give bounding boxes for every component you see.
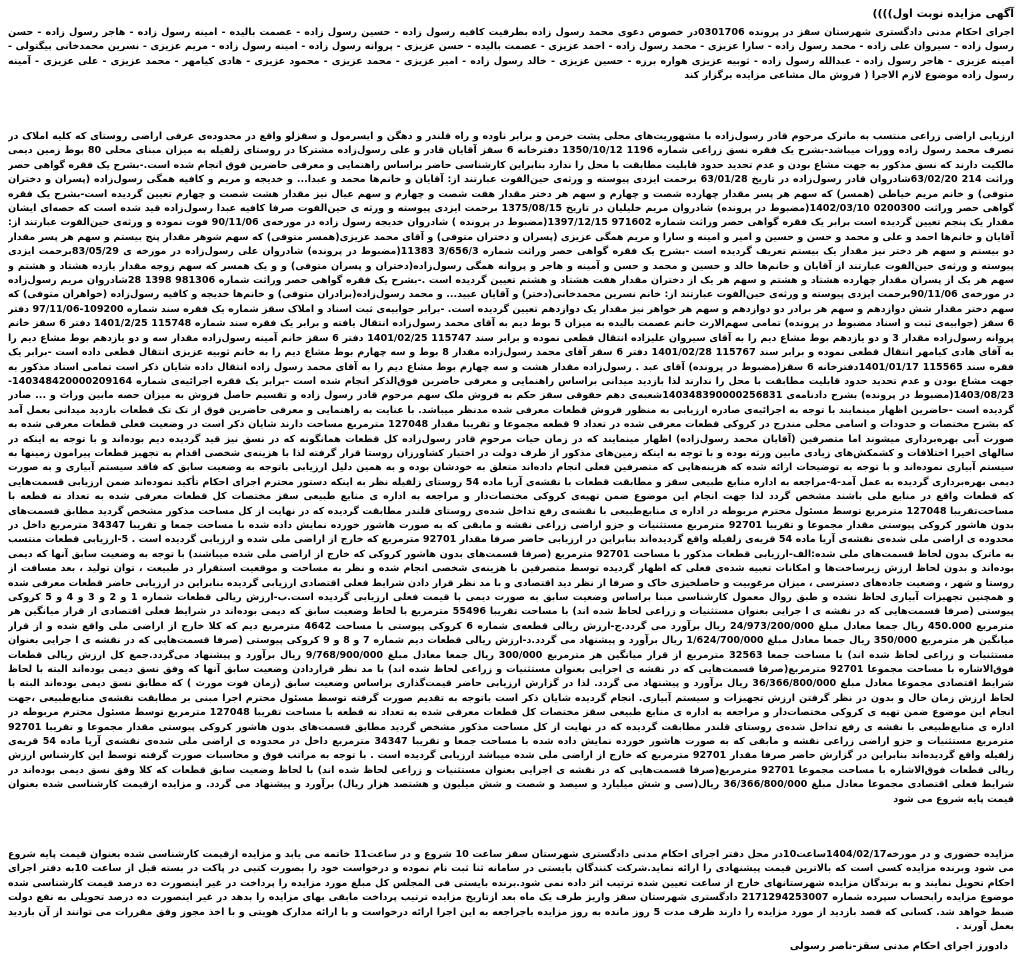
- notice-page: [8, 4, 1014, 960]
- notice-title: آگهی مزایده نوبت اول)))): [872, 7, 1014, 20]
- case-parties-paragraph: اجرای احکام مدنی دادگستری شهرستان سقز در پرونده 0301706در خصوص دعوی محمد رسول زاده بطرفیت کافیه رسول زاده - حسین رسول زاده - عصمت بالیده - امینه رسول زاده - هاجر رسول زاده - حسن رسول زاده - سیروان علی زاده - محمد رسول زاده - سارا عزیزی - محمد رسول زاده - احمد عزیزی - عصمت بالیده - حسن عزیزی - پروانه رسول زاده - امینه رسول زاده - مریم عزیزی - نسرین محمدخانی بیگتولی - امینه عزیزی - هاجر رسول زاده - عبدالله رسول زاده - ثوبیه عزیزی هواره برزه - حسین عزیزی - خالد رسول زاده - امیر عزیزی - محمد عزیزی - محمود عزیزی - هادی کیامهر - محمد عزیزی - علی عزیزی - آمینه رسول زاده موضوع لازم الاجرا ( فروش مال مشاعی مزایده برگزار کند: [8, 27, 1014, 82]
- appraisal-paragraph: ارزیابی اراضی زراعی منتسب به ماترک مرحوم قادر رسول‌زاده با مشهوریت‌های محلی پشت خرمن و برابر ناوده و راه قلندر و دهگن و ایسرمول و سقزلو واقع در محدوده‌ی عرفی اراضی روستای که کلیه املاک در تصرف محمد رسول زاده وورات میباشد-بشرح یک فقره نسق زراعی شماره 1196 1350/10/12 دفترخانه 6 سقز آقایان قادر و علی رسول‌زاده مشترکا در روستای زلفیله به میزان مبنای محلی 80 بوط زمین دیمی مالکیت دارند که نسق مذکور به جهت مشاع بودن و عدم تحدید حدود قابلیت مطابقت با محل را ندارد بنابراین کارشناسی حاضر براساس راهنمایی و معرفی حاضرین فوق انجام شده است.-بشرح یک فقره گواهی حصر وراثت 214 63/02/20شادروان قادر رسول‌زاده در تاریخ 63/01/28 برحمت ایزدی پیوسته و ورثه‌ی حین‌الفوت عبارتند از: آقایان و خانم‌ها محمد و عبدا... و خدیجه و مریم و کافیه همگی رسول‌زاده (پسران و دختران متوفی) و خانم مریم خیاطی (همسر) که سهم هر پسر مقدار چهارده شصت و چهارم و سهم هر دختر مقدار هفت شصت و چهارم و سهم عیال نیز مقدار هشت شصت و چهارم تعیین گردیده است-بشرح یک فقره گواهی حصر وراثت 0200300 1402/03/10(مضبوط در پرونده) شادروان مریم خلیلیان در تاریخ 1375/08/15 برحمت ایزدی پیوسته و ورثه ی حین‌الفوت صرفا کافیه عبدا رسول‌زاده قید شده است که حصه‌ای ایشان مقدار یک پنجم تعیین گردیده است برابر یک فقره گواهی حصر وراثت شماره 971602 1397/12/15(مضبوط در پرونده ) شادروان خدیجه رسول زاده در مورخه‌ی 90/11/06 فوت نموده و ورثه‌ی حین‌الفوت عبارتند از: آقایان و خانم‌ها احمد و علی و محمد و حسن و حسین و امیر و امینه و سارا و مریم همگی عزیزی (پسران و دختران متوفی) و آقای محمد عزیزی(همسر متوفی) که سهم شوهر مقدار پنج بیستم و سهم هر پسر مقدار دو بیستم و سهم هر دختر نیز مقدار یک بیستم تعریف گردیده است -بشرح یک فقره گواهی حصر وراثت شماره 3/656/3 11383(مضبوط در پرونده) شادروان علی رسول‌زاده در مورخه ی 83/05/29برحمت ایزدی پیوسته و ورثه‌ی حین‌الفوت عبارتند از آقایان و خانم‌ها خالد و حسین و محمد و حسن و آمینه و هاجر و پروانه همگی رسول‌زاده(دختران و پسران متوفی) و و یک همسر که سهم زوجه مقدار یازده هشتاد و هشتم و سهم هر یک از پسران مقدار چهارده هشتاد و هشتم و سهم هر یک از دختران مقدار هفت هشتاد و هشتم تعیین گردیده است .-بشرح یک فقره گواهی حصر وراثت شماره 981306 1398 28شادروان مریم رسول‌زاده در مورخه‌ی 90/11/06برحمت ایزدی پیوسته و ورثه‌ی حین‌الفوت عبارتند از: خانم نسرین محمدخانی(دختر) و آقایان عبید... و محمد رسول‌زاده(برادران متوفی) و خانم‌ها خدیجه و کافیه رسول‌زاده (خواهران متوفی) که سهم دختر مقدار شش دوازدهم و سهم هر برادر دو دوازدهم و سهم هر خواهر نیز مقدار یک دوازدهم تعیین گردیده است. -برابر جوابیه‌ی ثبت اسناد و املاک سقز شماره یک فقره سند شماره 109200-97/11/06 دفتر 6 سقز (جوابیه‌ی ثبت و اسناد مضبوط در پرونده) تمامی سهم‌الارث خانم عصمت بالیده به میزان 5 بوط دیم به آقای محمد رسول‌زاده انتقال یافته و برابر یک فقره سند شماره 115748 1401/2/25 دفتر 6 سقز خانم پروانه رسول‌زاده مقدار 3 و دو یازدهم بوط مشاع دیم را به آقای سیروان علیزاده انتقال قطعی نموده و برابر سند 115747 1401/02/25 دفتر 6 سقز خانم آمینه رسول‌زاده مقدار سه و دو یازدهم بوط مشاع دیم را به آقای هادی کیامهر انتقال قطعی نموده و برابر سند 115767 1401/02/28 دفتر 6 سقز آقای محمد رسول‌زاده مقدار 8 بوط و سه چهارم بوط مشاع دیم را به خانم ثوبیه عزیزی انتقال قطعی داده است -برابر یک فقره سند 115565 1401/01/17دفترخانه 6 سقز(مضبوط در پرونده) آقای عبد . رسول‌زاده مقدار هشت و سه چهارم بوط مشاع دیم را به آقای محمد رسول زاده انتقال داده شایان ذکر است تمامی اسناد مذکور به جهت مشاع بودن و عدم تحدید حدود قابلیت مطابقت با محل را ندارند لذا بازدید میدانی براساس راهنمایی و معرفی حاضرین فوق‌الذکر انجام شده است -برابر یک فقره اجرائیه‌ی شماره 140348420000209164-1403/08/23(مضبوط در پرونده) بشرح دادنامه‌ی 140348390000256831شعبه‌ی دهم حقوقی سقز حکم به فروش ملک سهم مرحوم قادر رسول زاده و تقسیم حاصل فروش به میزان حصه مابین وراث و ... صادر گردیده است -حاضرین اظهار مینمایند با توجه به اجرائیه‌ی صادره ارزیابی به منظور فروش قطعات معرفی شده مدنظر میباشد. با عنایت به راهنمایی و معرفی حاضرین فوق از تک تک قطعات بازدید میدانی بعمل آمد که بشرح مختصات و حدودات و اسامی محلی مندرج در کروکی قطعات معرفی شده در تعداد 9 قطعه مجموعا و تقریبا مقدار 127048 مترمربع مساحت دارند شایان ذکر است در وضعیت فعلی قطعات معرفی شده به صورت آبی بهره‌برداری میشوند اما متصرفین (آقایان محمد رسول‌زاده) اظهار مینمایند که در زمان حیات مرحوم قادر رسول‌زاده کل قطعات همانگونه که در نسق نیز قید گردیده دیم بوده‌اند و با توجه به اینکه در سالهای اخیرا اختلافات و کشمکش‌های زیادی مابین ورثه بوده و با توجه به اینکه زمین‌های مذکور از طرف دولت در اختیار کشاورزان روستا قرار گرفته لذا با هزینه‌ی شخصی اقدام به تجهیز قطعات پیرامون زمینها به سیستم آبیاری نموده‌اند و با توجه به توضیحات ارائه شده که هزینه‌هایی که متصرفین فعلی انجام داده‌اند متعلق به خودشان بوده و به همین دلیل ارزیابی باتوجه به وضعیت سابق که فاقد سیستم آبیاری و به صورت دیمی بهره‌برداری گردیده به عمل آمد-4-مراجعه به اداره منابع طبیعی سقز و مطابقت قطعات با نقشه‌ی آریا ماده 54 روستای زلفیله نظر به اینکه دستور محترم اجرای احکام تأکید نموده‌اند ضمن ارزیابی قسمت‌هایی که قطعات واقع در منابع ملی باشند مشخص گردد لذا جهت انجام این موضوع ضمن تهیه‌ی کروکی مختصات‌دار و مراجعه به اداره ی منابع طبیعی سقز مختصات کل قطعات معرفی شده به تعداد نه قطعه با مساحت‌تقریبا 127048 مترمربع توسط مسئول محترم مربوطه در اداره ی منابع‌طبیعی با نقشه‌ی رفع تداخل شده‌ی روستای قلندر مطابقت گردیده که در نهایت از کل مساحت مذکور مشخص گردید مطابق قسمت‌های بدون هاشور کروکی پیوستی مقدار مجموعا و تقریبا 92701 مترمربع مستثنیات و جزو اراضی زراعی نقشه و مابقی که به صورت هاشور خورده نمایش داده شده با مساحت جمعا و تقریبا 34347 مترمربع داخل در محدوده ی اراضی ملی شده‌ی نقشه‌ی آریا ماده 54 قریه‌ی زلفیله واقع گردیده‌اند بنابراین در ارزیابی حاضر صرفا مقدار 92701 مترمربع که خارج از اراضی ملی شده و ارزیابی گردیده است . 5-ارزیابی قطعات منتسب به ماترک بدون لحاظ قسمت‌های ملی شده:الف-ارزیابی قطعات مذکور با مساحت 92701 مترمربع (صرفا قسمت‌های بدون هاشور کروکی که خارج از اراضی ملی شده میباشند) با توجه به وضعیت سابق آنها که دیمی بوده‌اند و بدون لحاظ ارزش زیرساخت‌ها و امکانات تعبیه شده‌ی فعلی که اظهار گردیده توسط متصرفین با هزینه‌ی شخصی انجام شده و نظر به مساحت و موقعیت استقرار در طبیعت ، توان تولید ، بعد مسافت از روستا و شهر ، وضعیت جاده‌های دسترسی ، میزان مرغوبیت و حاصلخیزی خاک و صرفا از نظر دید اقتصادی و با مد نظر قرار دادن شرایط فعلی اقتصادی ارزیابی گردیده بنابراین در ارزیابی حاضر قطعات معرفی شده و همچنین تجهیزات آبیاری لحاظ نشده و طبق روال معمول کارشناسی مبنا براساس وضعیت سابق به صورت دیمی با قیمت فعلی ارزیابی گردیده است.ب-ارزش ریالی قطعات شماره 1 و 2 و 3 و 4 و 5 کروکی پیوستی (صرفا قسمت‌هایی که در نقشه ی ا جرایی بعنوان مستثنیات و زراعی لحاظ شده اند) با مساحت تقریبا 55496 مترمربع با لحاظ وضعیت سابق که دیمی بوده‌اند در شرایط فعلی اقتصادی از قرار میانگین هر مترمربع 450.000 ریال جمعا معادل مبلغ 24/973/200/000 ریال برآورد می گردد.ج-ارزش ریالی قطعه‌ی شماره 6 کروکی پیوستی با مساحت 4642 مترمربع دیم که کلا خارج از اراضی ملی واقع شده و از قرار میانگین هر مترمربع 350/000 ریال جمعا معادل مبلغ 1/624/700/000 ریال برآورد و پیشنهاد می گردد.د-ارزش ریالی قطعات دیم شماره 7 و 8 و 9 کروکی پیوستی (صرفا قسمت‌هایی که در نقشه ی ا جرایی بعنوان مستثنیات و زراعی لحاظ شده اند) با مساحت جمعا 32563 مترمربع از قرار میانگین هر مترمربع 300/000 ریال جمعا معادل مبلغ 9/768/900/000 ریال برآورد و پیشنهاد می‌گردد.جمع کل ارزش ریالی قطعات فوق‌الاشاره با مساحت مجموعا 92701 مترمربع(صرفا قسمت‌هایی که در نقشه ی اجرایی بعنوان مستثنیات و زراعی لحاظ شده اند) با مد نظر قراردادن وضعیت سابق آنها که وفق نسق دیمی بوده‌اند البته با لحاظ شرایط اقتصادی مجموعا معادل مبلغ 36/366/800/000 ریال برآورد و پیشنهاد می گردد. لذا در گزارش ارزیابی حاضر قیمت‌گذاری براساس وضعیت سابق (زمان فوت مورث ) که مطابق نسق دیمی بوده‌اند البته با لحاظ ارزش زمان حال و بدون در نظر گرفتن ارزش تجهیزات و سیستم آبیاری. انجام گردیده شایان ذکر است باتوجه به تقدیم صورت گرفته توسط مسئول محترم اجرا مبنی بر مطابقت نقشه‌ی منابع‌طبیعی ،جهت انجام این موضوع ضمن تهیه ی کروکی مختصات‌دار و مراجعه به اداره ی منابع طبیعی سقز مختصات کل قطعات معرفی شده به تعداد نه قطعه با مساحت تقریبا 127048 مترمربع توسط مسئول محترم مربوطه در اداره ی منابع‌طبیعی با نقشه ی رفع تداخل شده‌ی روستای قلندر مطابقت گردیده که در نهایت از کل مساحت مذکور مشخص گردید مطابق قسمت‌های بدون هاشور کروکی پیوستی مقدار مجموعا و تقریبا 92701 مترمربع مستثنیات و جزو اراضی زراعی نقشه و مابقی که به صورت هاشور خورده نمایش داده شده با مساحت جمعا و تقریبا 34347 مترمربع داخل در محدوده ی اراضی ملی شده‌ی نقشه‌ی آریا ماده 54 قریه‌ی زلفیله واقع گردیده‌اند بنابراین در گزارش حاضر صرفا مقدار 92701 مترمربع که خارج از اراضی ملی شده میباشد ارزیابی گردیده است . با توجه به مراتب فوق و محاسبات صورت گرفته توسط این کارشناس ارزش ریالی قطعات فوق‌الاشاره با مساحت مجموعا 92701 مترمربع(صرفا قسمت‌هایی که در نقشه ی اجرایی بعنوان مستثنیات و زراعی لحاظ شده اند) با لحاظ وضعیت سابق قطعات که کلا وفق نسق دیمی بوده‌اند در شرایط فعلی اقتصادی مجموعا معادل مبلغ 36/366/800/000 ریال(سی و شش میلیارد و سیصد و شصت و شش میلیون و هشتصد هزار ریال) برآورد و پیشنهاد می گردد. و مزایده ازقیمت کارشناسی شده بعنوان قیمت پایه شروع می شود: [8, 131, 1014, 805]
- signature-line: دادورز اجرای احکام مدنی سقز-ناصر رسولی: [789, 941, 1008, 952]
- auction-terms-paragraph: مزایده حضوری و در مورخه1404/02/17ساعت10در محل دفتر اجرای احکام مدنی دادگستری شهرستان سقز ساعت 10 شروع و در ساعت11 خاتمه می یابد و مزایده ازقیمت کارشناسی شده بعنوان قیمت پایه شروع می شود وبرنده مزایده کسی است که بالاترین قیمت پیشنهادی را ارائه نماید.شرکت کنندگان بایستی در سامانه ثنا ثبت نام نموده و درخواست خود را بصورت کتبی در پاکت در بسته قبل از ساعت 10به دفتر اجرای احکام تحویل نمایند و به برندگان مزایده شهرستانهای خارج از ساعت تعیین شده ترتیب اثر داده نمی شود.برنده بایستی فی المجلس کل مبلغ مورد مزایده را پرداخت در غیر اینصورت ده درصد قیمت کارشناسی شده موضوع مزایده رابحساب سپرده شماره 2171294253007 دادگستری شهرستان سقز واریز طرف یک ماه بعد ازتاریخ مزایده ترتیب پرداخت مابقی بهای مزایده را بدهد در غیر اینصورت ده درصد تحویلی به نفع دولت ضبط خواهد شد. کسانی که قصد بازدید از مورد مزایده را دارند ظرف مدت 5 روز مانده به روز مزایده باجراجعه به این اجرا ارائه درخواست و با ارائه مدارک هویتی و با اخذ مجوز وفق مقررات می توانند از آن بازدید بعمل آورند .: [8, 849, 1014, 933]
